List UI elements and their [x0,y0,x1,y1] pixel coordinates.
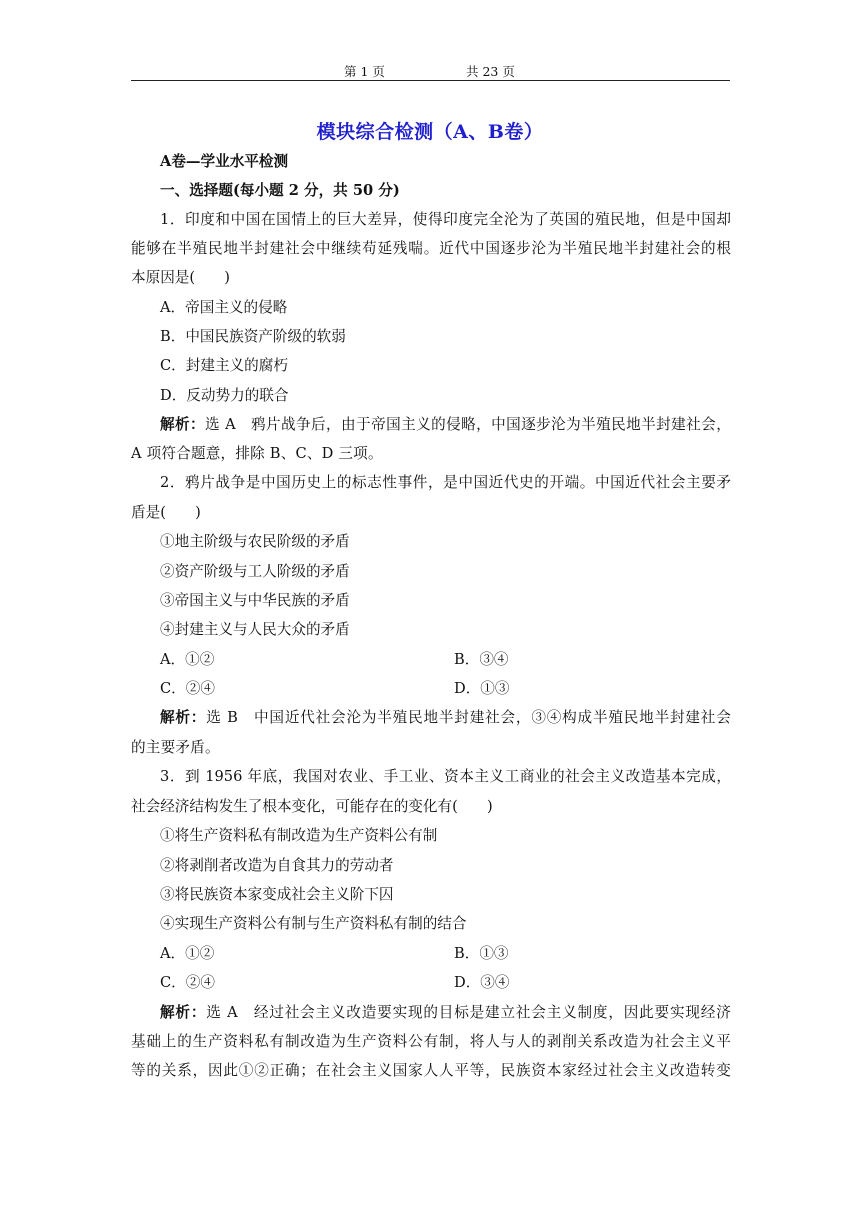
solution-text: 选 A 鸦片战争后，由于帝国主义的侵略，中国逐步沦为半殖民地半封建社会， [205,416,731,433]
question-1-option-a: A．帝国主义的侵略 [160,299,288,316]
question-2-option-b: B．③④ [454,651,509,668]
question-1-solution [160,415,731,435]
page-number: 第 1 页 [344,64,385,79]
question-2-option-row-2 [160,679,731,699]
question-2-item-1: ①地主阶级与农民阶级的矛盾 [160,533,350,550]
question-1-option-c: C．封建主义的腐朽 [160,357,288,374]
solution-label: 解析： [160,709,207,726]
question-2-line-1: 2．鸦片战争是中国历史上的标志性事件，是中国近代史的开端。中国近代社会主要矛 [160,474,731,491]
question-3-line-2: 社会经济结构发生了根本变化，可能存在的变化有( ) [131,798,493,815]
question-3-item-1: ①将生产资料私有制改造为生产资料公有制 [160,827,438,844]
question-2-item-4: ④封建主义与人民大众的矛盾 [160,621,350,638]
solution-text: 选 A 经过社会主义改造要实现的目标是建立社会主义制度，因此要实现经济 [206,1004,731,1021]
question-1-line-1: 1．印度和中国在国情上的巨大差异，使得印度完全沦为了英国的殖民地，但是中国却 [160,211,731,228]
question-2-line-2: 盾是( ) [131,504,201,521]
question-3-solution [160,1003,731,1023]
section-heading: A卷—学业水平检测 [160,153,289,170]
question-1-line-2: 能够在半殖民地半封建社会中继续苟延残喘。近代中国逐步沦为半殖民地半封建社会的根 [131,240,731,257]
question-1-line-3: 本原因是( ) [131,269,230,286]
question-1-option-d: D．反动势力的联合 [160,387,289,404]
question-2-solution [160,708,731,728]
question-3-option-a: A．①② [160,945,215,962]
question-3-option-c: C．②④ [160,974,215,991]
question-3-option-b: B．①③ [454,945,509,962]
question-3-solution-cont-2: 等的关系，因此①②正确；在社会主义国家人人平等，民族资本家经过社会主义改造转变 [131,1062,731,1079]
question-3-option-d: D．③④ [454,974,510,991]
question-3-item-3: ③将民族资本家变成社会主义阶下囚 [160,886,394,903]
question-1-solution-cont: A 项符合题意，排除 B、C、D 三项。 [131,445,383,462]
question-2-solution-cont: 的主要矛盾。 [131,739,220,756]
total-pages: 共 23 页 [466,64,515,79]
question-3-solution-cont-1: 基础上的生产资料私有制改造为生产资料公有制，将人与人的剥削关系改造为社会主义平 [131,1033,731,1050]
page-header [131,62,730,81]
question-3-item-2: ②将剥削者改造为自食其力的劳动者 [160,857,394,874]
question-2-item-3: ③帝国主义与中华民族的矛盾 [160,592,350,609]
solution-text: 选 B 中国近代社会沦为半殖民地半封建社会，③④构成半殖民地半封建社会 [206,709,731,726]
question-1-option-b: B．中国民族资产阶级的软弱 [160,328,346,345]
document-title: 模块综合检测（A、B卷） [316,121,544,143]
question-2-item-2: ②资产阶级与工人阶级的矛盾 [160,563,350,580]
question-3-option-row-2 [160,973,731,993]
question-2-option-a: A．①② [160,651,215,668]
solution-label: 解析： [160,416,206,433]
question-3-item-4: ④实现生产资料公有制与生产资料私有制的结合 [160,915,467,932]
question-2-option-c: C．②④ [160,680,215,697]
question-3-line-1: 3．到 1956 年底，我国对农业、手工业、资本主义工商业的社会主义改造基本完成， [160,768,731,785]
part-heading: 一、选择题(每小题 2 分，共 50 分) [160,182,400,199]
question-3-option-row-1 [160,944,731,964]
solution-label: 解析： [160,1004,207,1021]
question-2-option-d: D．①③ [454,680,510,697]
question-2-option-row-1 [160,650,731,670]
